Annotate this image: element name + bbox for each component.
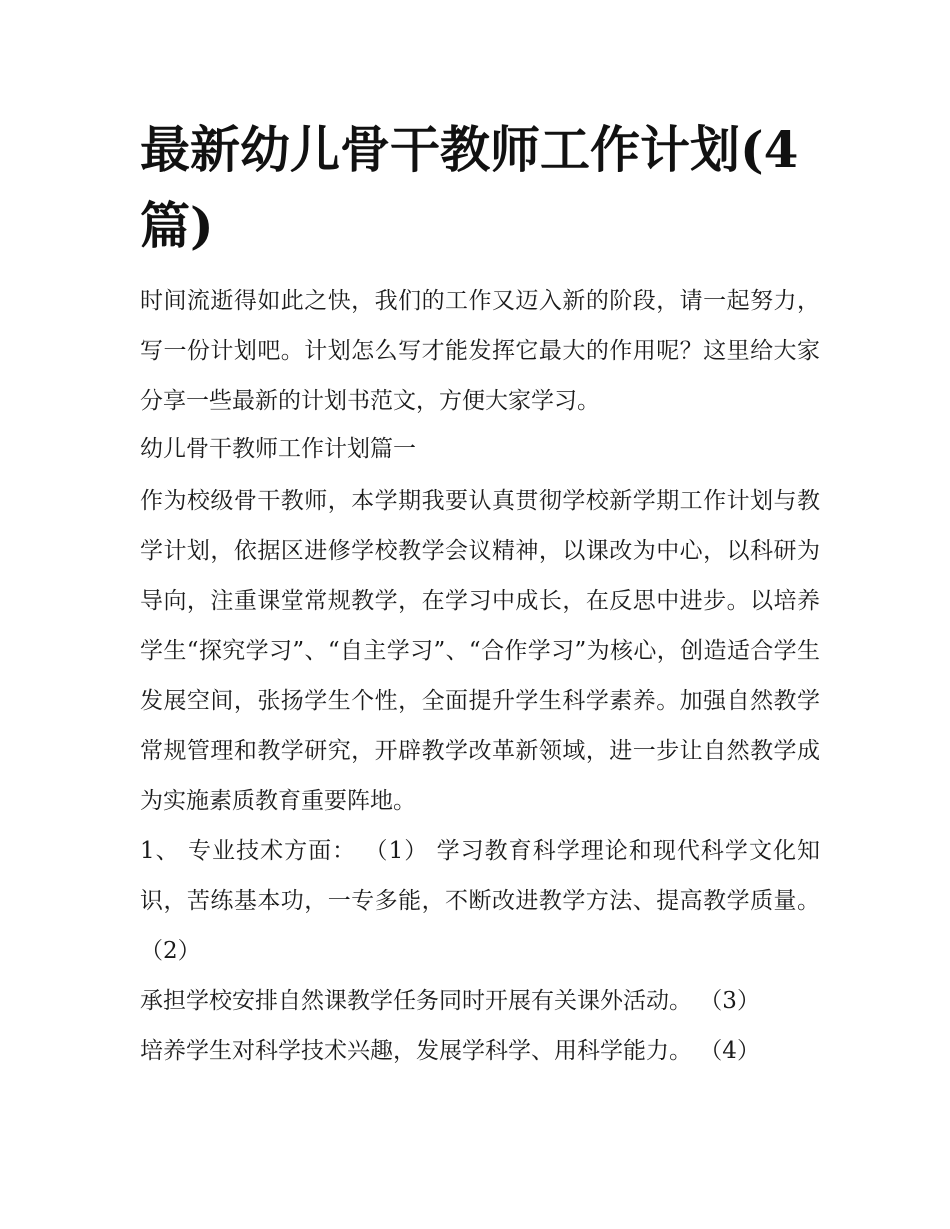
paragraph-goals: 作为校级骨干教师，本学期我要认真贯彻学校新学期工作计划与教学计划，依据区进修学校教学会议精神，以课改为中心，以科研为导向，注重课堂常规教学，在学习中成长，在反思中进步。以培养学生“探究学习”、“自主学习”、“合作学习”为核心，创造适合学生发展空间，张扬学生个性，全面提升学生科学素养。加强自然教学常规管理和教学研究，开辟教学改革新领域，进一步让自然教学成为实施素质教育重要阵地。 — [140, 488, 820, 814]
paragraph-professional-skills: 1、 专业技术方面： （1） 学习教育科学理论和现代科学文化知识，苦练基本功，一专多能，不断改进教学方法、提高教学质量。 （2） — [140, 838, 820, 964]
document-title: 最新幼儿骨干教师工作计划(4篇) — [140, 120, 799, 255]
paragraph-teaching-tasks: 承担学校安排自然课教学任务同时开展有关课外活动。 （3） — [140, 988, 760, 1014]
document-body — [140, 276, 820, 1076]
paragraph-student-interest: 培养学生对科学技术兴趣，发展学科学、用科学能力。 （4） — [140, 1038, 760, 1064]
section-heading: 幼儿骨干教师工作计划篇一 — [140, 436, 416, 462]
intro-paragraph: 时间流逝得如此之快，我们的工作又迈入新的阶段，请一起努力，写一份计划吧。计划怎么写才能发挥它最大的作用呢？这里给大家分享一些最新的计划书范文，方便大家学习。 — [140, 288, 820, 414]
